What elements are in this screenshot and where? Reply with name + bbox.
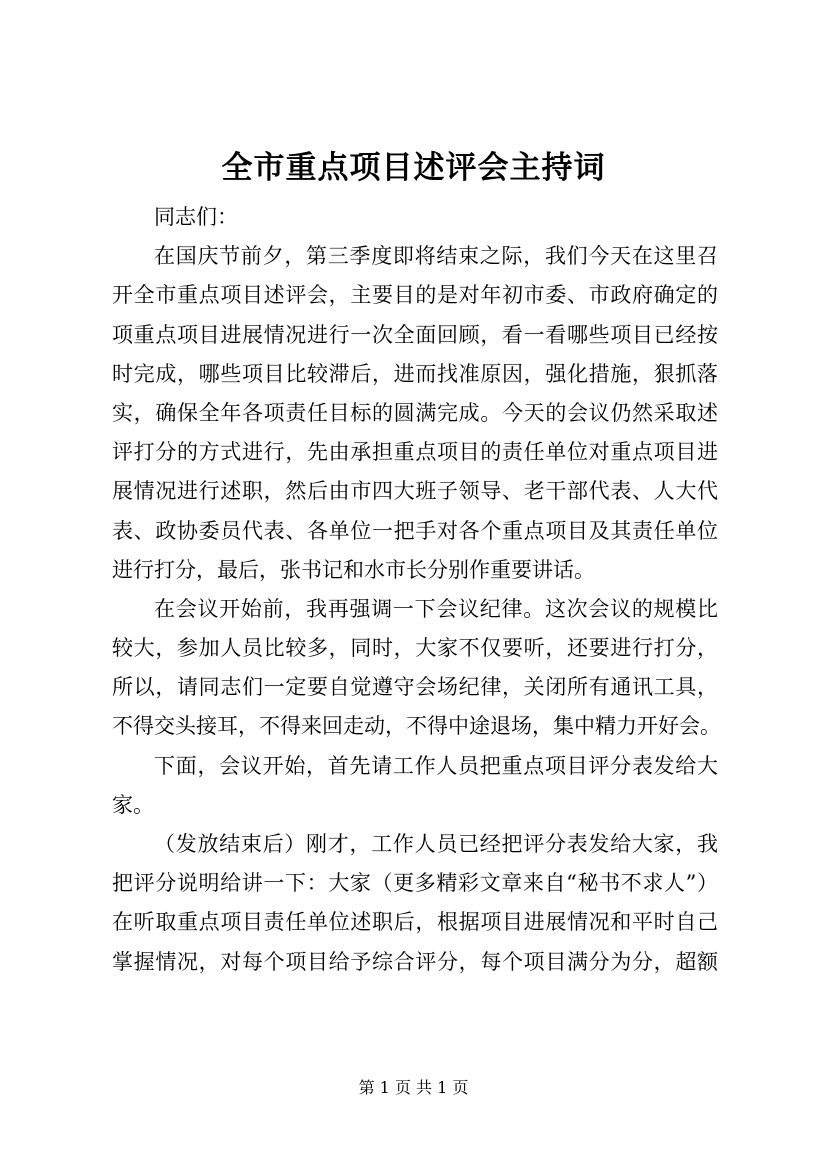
text-line: 评打分的方式进行，先由承担重点项目的责任单位对重点项目进 xyxy=(112,440,718,465)
text-line: 所以，请同志们一定要自觉遵守会场纪律，关闭所有通讯工具， xyxy=(112,675,718,700)
text-line: 时完成，哪些项目比较滞后，进而找准原因，强化措施，狠抓落 xyxy=(112,361,718,386)
text-line: （发放结束后）刚才，工作人员已经把评分表发给大家，我 xyxy=(154,832,718,856)
text-line: 实，确保全年各项责任目标的圆满完成。今天的会议仍然采取述 xyxy=(112,400,718,425)
document-title: 全市重点项目述评会主持词 xyxy=(221,150,606,186)
page-footer: 第 1 页 共 1 页 xyxy=(358,1078,469,1097)
text-line: 下面，会议开始，首先请工作人员把重点项目评分表发给大 xyxy=(154,753,718,778)
text-line: 较大，参加人员比较多，同时，大家不仅要听，还要进行打分， xyxy=(112,636,718,661)
text-line: 同志们： xyxy=(154,205,238,229)
text-line: 掌握情况，对每个项目给予综合评分，每个项目满分为分，超额 xyxy=(112,949,718,974)
text-line: 在听取重点项目责任单位述职后，根据项目进展情况和平时自己 xyxy=(112,910,718,935)
text-line: 把评分说明给讲一下：大家（更多精彩文章来自“秘书不求人”） xyxy=(112,871,718,896)
text-line: 开全市重点项目述评会，主要目的是对年初市委、市政府确定的 xyxy=(112,283,718,308)
document-body xyxy=(112,198,721,982)
text-line: 展情况进行述职，然后由市四大班子领导、老干部代表、人大代 xyxy=(112,479,718,504)
text-line: 家。 xyxy=(112,792,154,817)
text-line: 不得交头接耳，不得来回走动，不得中途退场，集中精力开好会。 xyxy=(112,714,721,739)
text-line: 在会议开始前，我再强调一下会议纪律。这次会议的规模比 xyxy=(154,596,718,621)
text-line: 项重点项目进展情况进行一次全面回顾，看一看哪些项目已经按 xyxy=(112,322,718,347)
text-line: 在国庆节前夕，第三季度即将结束之际，我们今天在这里召 xyxy=(154,244,718,269)
text-line: 进行打分，最后，张书记和水市长分别作重要讲话。 xyxy=(112,557,595,582)
text-line: 表、政协委员代表、各单位一把手对各个重点项目及其责任单位 xyxy=(112,518,718,543)
